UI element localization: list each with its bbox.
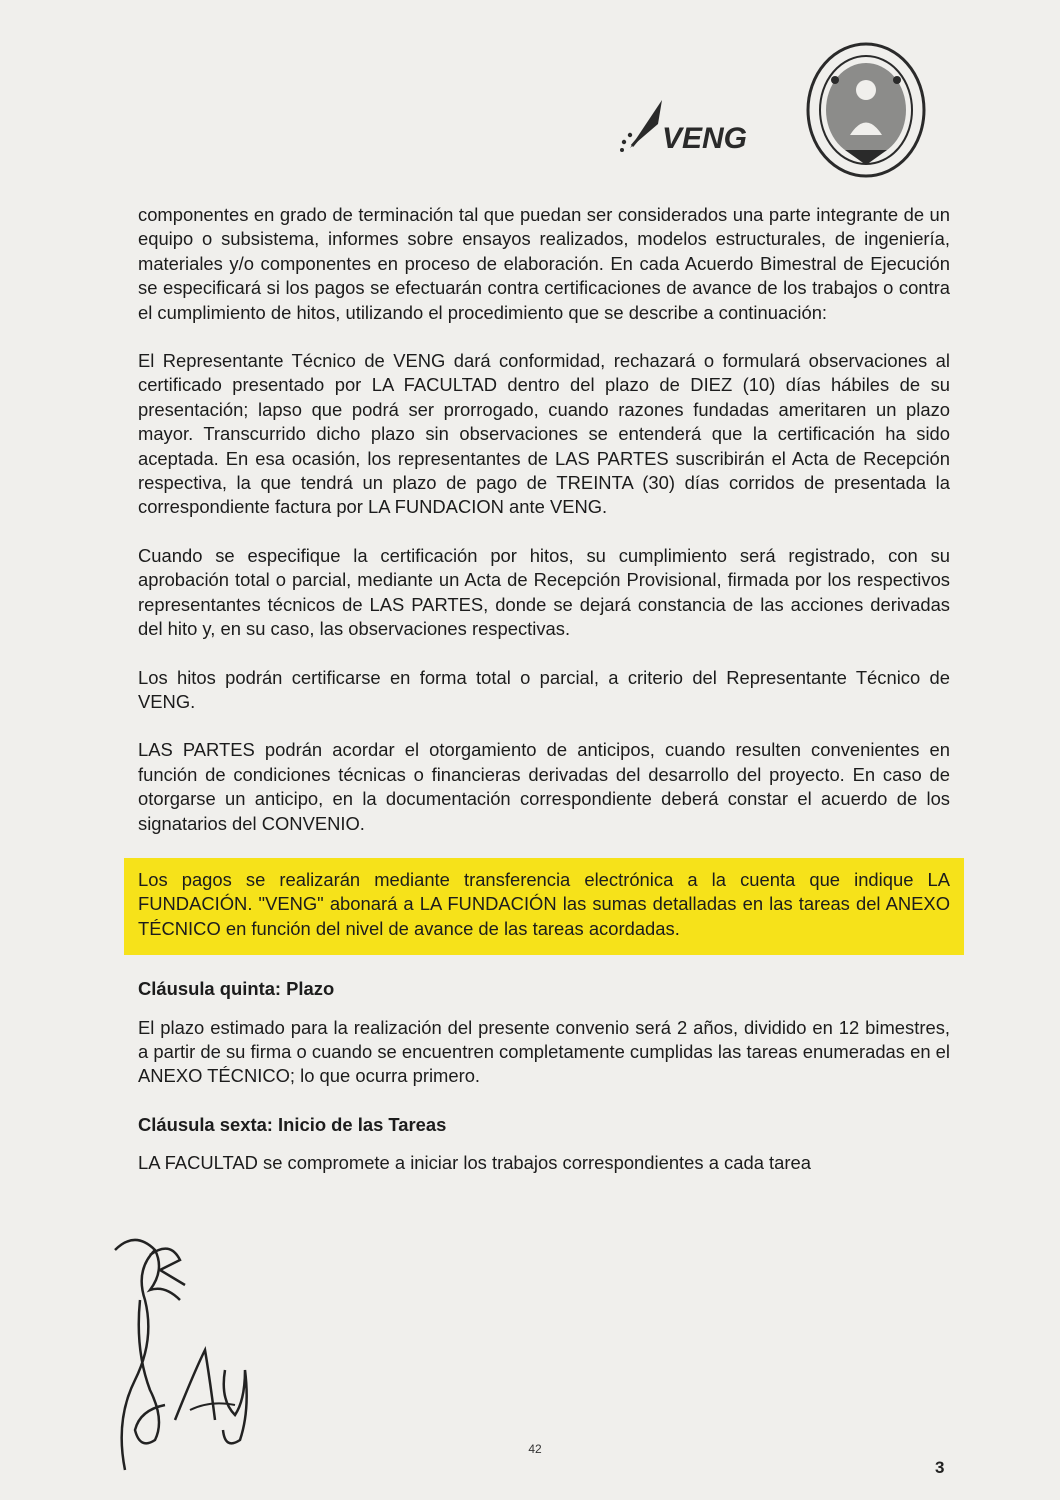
paragraph: Los hitos podrán certificarse en forma total o parcial, a criterio del Representante Técnico de VENG. [138, 666, 950, 712]
page-stamp: 42 [528, 1442, 542, 1456]
paragraph: El Representante Técnico de VENG dará conformidad, rechazará o formulará observaciones al certificado presentado por LA FACULTAD dentro del plazo de DIEZ (10) días hábiles de su presentación; lapso que podrá ser prorrogado, cuando razones fundadas ameritaren un plazo mayor. Transcurrido dicho plazo sin observaciones se entenderá que la certificación ha sido aceptada. En esa ocasión, los representantes de LAS PARTES suscribirán el Acta de Recepción respectiva, la que tendrá un plazo de pago de TREINTA (30) días corridos de presentada la correspondiente factura por LA FUNDACION ante VENG. [138, 350, 950, 518]
clause-6-heading: Cláusula sexta: Inicio de las Tareas [138, 1113, 447, 1135]
clause-5-heading: Cláusula quinta: Plazo [138, 978, 335, 1000]
veng-logo [610, 90, 780, 160]
veng-logo-text: VENG [662, 122, 748, 155]
paragraph: componentes en grado de terminación tal que puedan ser considerados una parte integrante de un equipo o subsistema, informes sobre ensayos realizados, modelos estructurales, de ingeniería, materiales y/o componentes en proceso de elaboración. En cada Acuerdo Bimestral de Ejecución se especificará si los pagos se efectuarán contra certificaciones de avance de los trabajos o contra el cumplimiento de hitos, utilizando el procedimiento que se describe a continuación: [138, 204, 950, 323]
paragraph: LAS PARTES podrán acordar el otorgamiento de anticipos, cuando resulten convenientes en función de condiciones técnicas o financieras derivadas del desarrollo del proyecto. En caso de otorgarse un anticipo, en la documentación correspondiente deberá constar el acuerdo de los signatarios del CONVENIO. [138, 739, 950, 834]
clause-5-text: El plazo estimado para la realización del presente convenio será 2 años, dividido en 12 bimestres, a partir de su firma o cuando se encuentren completamente cumplidas las tareas enumeradas en el ANEXO TÉCNICO; lo que ocurra primero. [138, 1016, 950, 1087]
paragraph: Cuando se especifique la certificación por hitos, su cumplimiento será registrado, con su aprobación total o parcial, mediante un Acta de Recepción Provisional, firmada por los respectivos representantes técnicos de LAS PARTES, donde se dejará constancia de las acciones derivadas del hito y, en su caso, las observaciones respectivas. [138, 544, 950, 640]
header-logos [600, 40, 940, 190]
university-seal [805, 40, 927, 180]
clause-6-text: LA FACULTAD se compromete a iniciar los trabajos correspondientes a cada tarea [138, 1152, 811, 1174]
highlighted-paragraph: Los pagos se realizarán mediante transferencia electrónica a la cuenta que indique LA FUNDACIÓN. "VENG" abonará a LA FUNDACIÓN las sumas detalladas en las tareas del ANEXO TÉCNICO en función del nivel de avance de las tareas acordadas. [124, 858, 964, 955]
handwritten-signature [95, 1120, 295, 1480]
document-body [138, 203, 950, 1200]
page-number: 3 [935, 1458, 945, 1477]
